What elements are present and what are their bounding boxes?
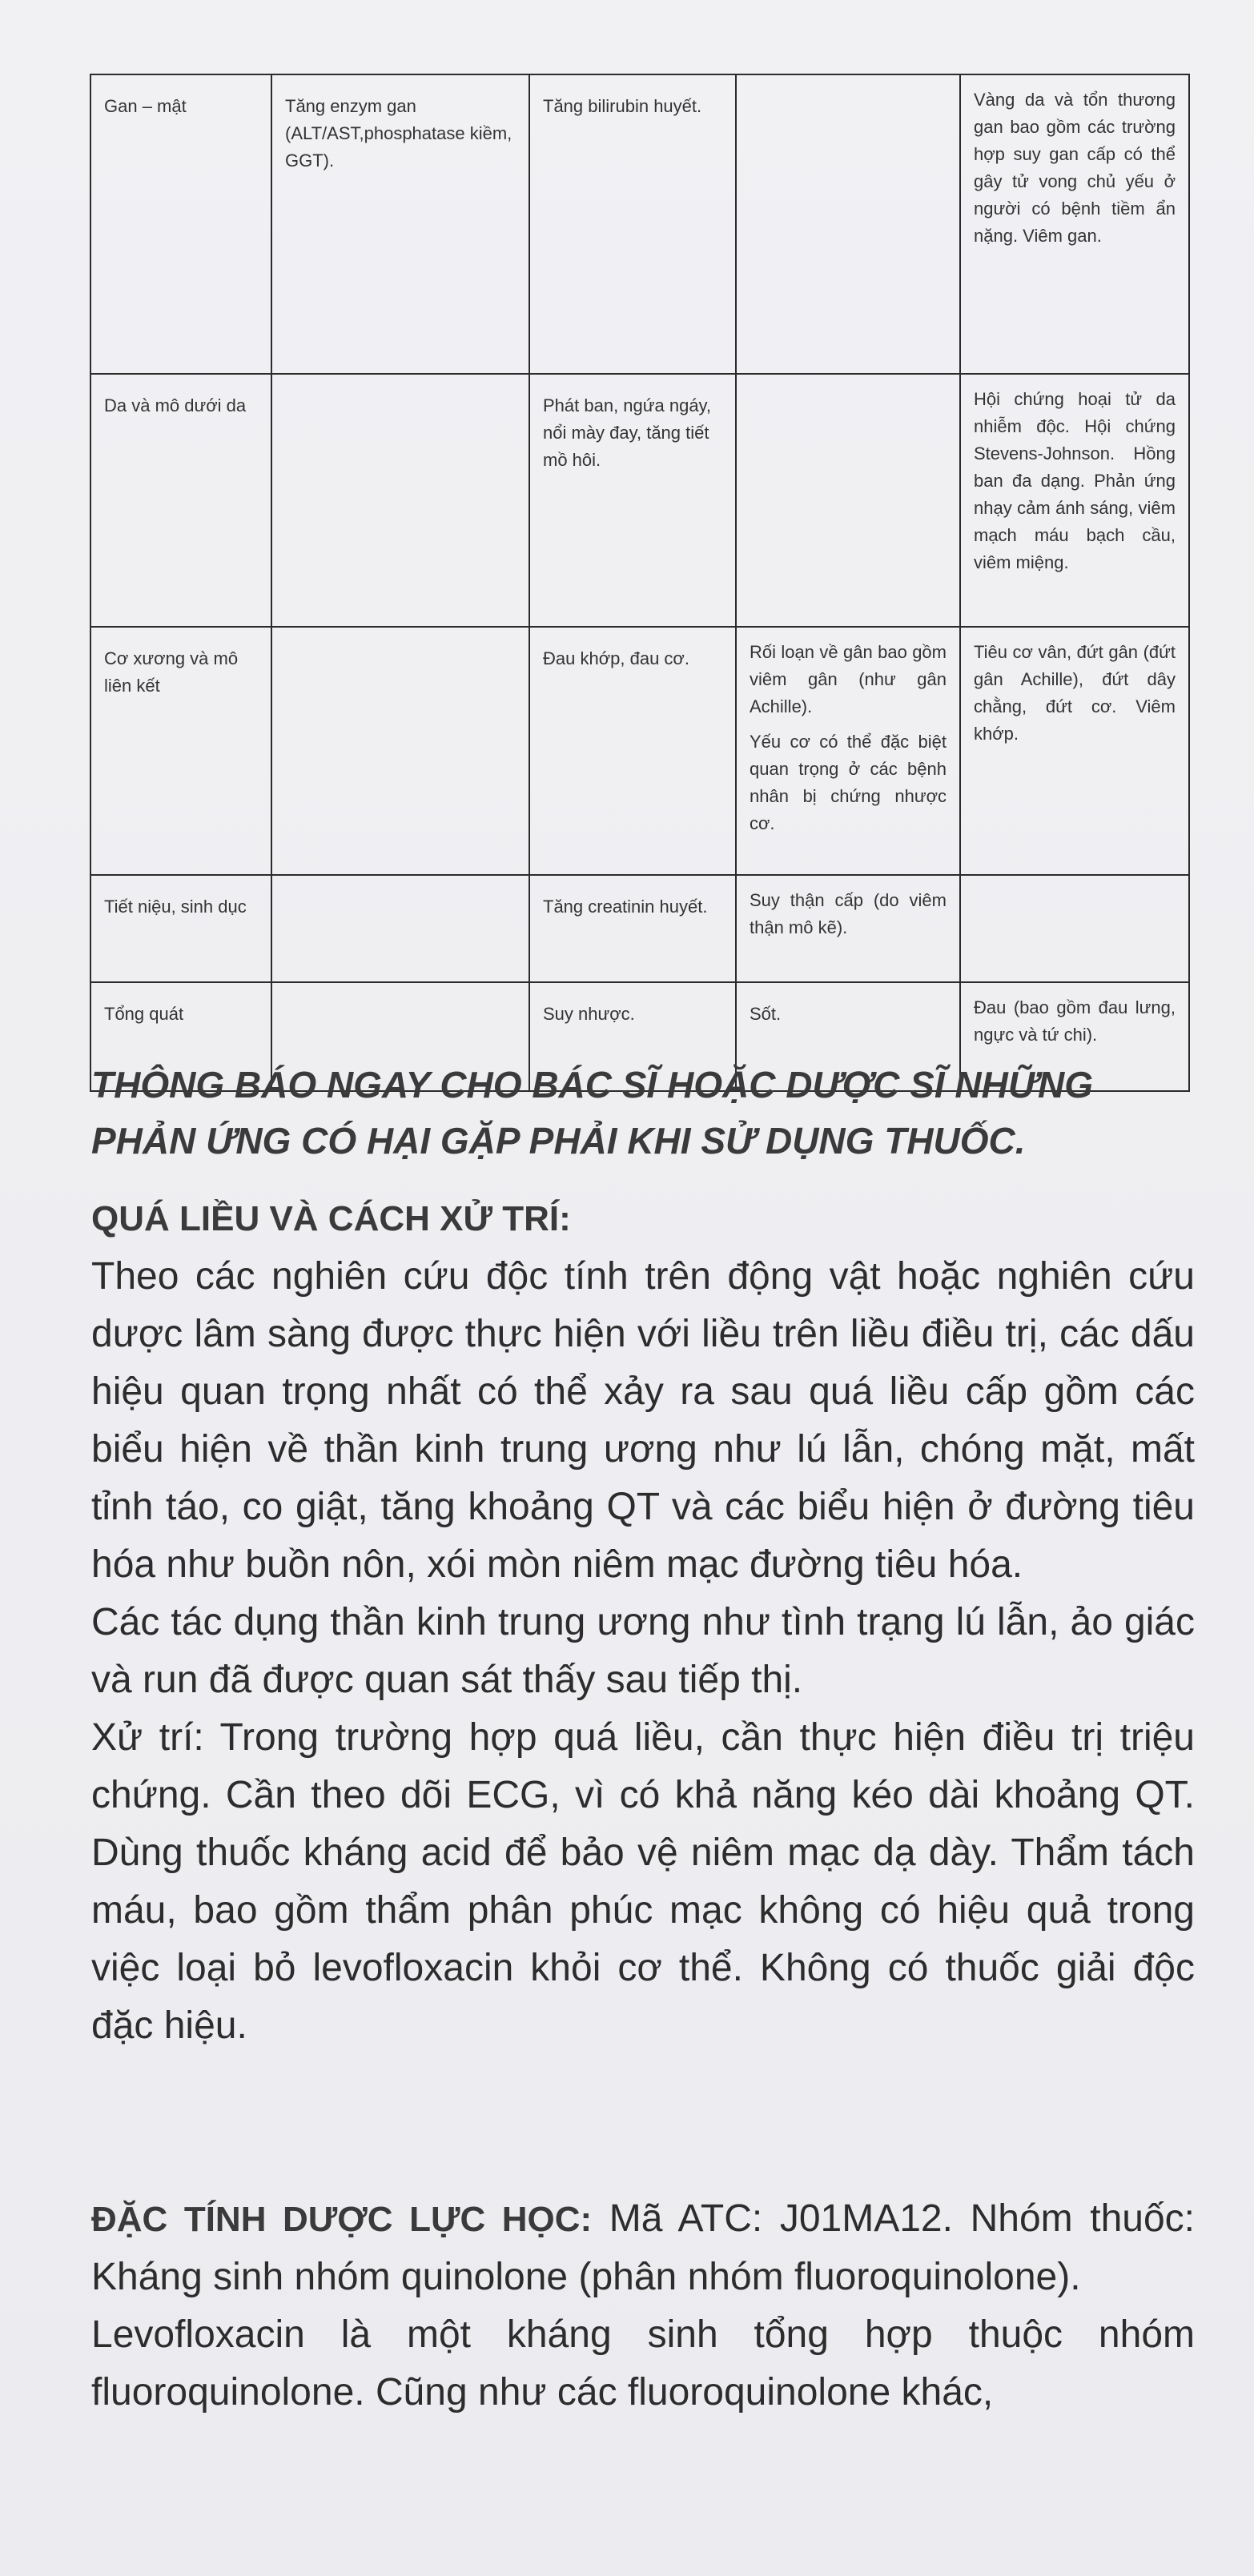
table-cell: Vàng da và tổn thương gan bao gồm các trường hợp suy gan cấp có thể gây tử vong chủ yếu ở người có bệnh tiềm ẩn nặng. Viêm gan. (960, 74, 1189, 374)
table-cell (271, 374, 529, 627)
table-cell-organ: Da và mô dưới da (90, 374, 271, 627)
table-cell (736, 627, 960, 875)
table-cell: Tăng bilirubin huyết. (529, 74, 736, 374)
section-heading: ĐẶC TÍNH DƯỢC LỰC HỌC: (91, 2200, 593, 2239)
table-cell (736, 74, 960, 374)
adverse-effects-table (90, 74, 1190, 1092)
table-row (90, 875, 1189, 982)
warning-notice: THÔNG BÁO NGAY CHO BÁC SĨ HOẶC DƯỢC SĨ NHỮNG PHẢN ỨNG CÓ HẠI GẶP PHẢI KHI SỬ DỤNG THUỐC. (91, 1064, 1094, 1162)
table-row (90, 627, 1189, 875)
table-cell: Đau (bao gồm đau lưng, ngực và tứ chi). (960, 982, 1189, 1091)
table-cell-organ: Tiết niệu, sinh dục (90, 875, 271, 982)
table-cell-paragraph: Yếu cơ có thể đặc biệt quan trọng ở các bệnh nhân bị chứng nhược cơ. (750, 732, 947, 833)
table-cell: Phát ban, ngứa ngáy, nổi mày đay, tăng tiết mồ hôi. (529, 374, 736, 627)
section-heading: QUÁ LIỀU VÀ CÁCH XỬ TRÍ: (91, 1199, 571, 1238)
paragraph: Xử trí: Trong trường hợp quá liều, cần thực hiện điều trị triệu chứng. Cần theo dõi ECG, vì có khả năng kéo dài khoảng QT. Dùng thuốc kháng acid để bảo vệ niêm mạc dạ dày. Thẩm tách máu, bao gồm thẩm phân phúc mạc không có hiệu quả trong việc loại bỏ levofloxacin khỏi cơ thể. Không có thuốc giải độc đặc hiệu. (91, 1716, 1195, 2047)
table-cell (271, 875, 529, 982)
table-cell: Tăng enzym gan (ALT/AST,phosphatase kiềm, GGT). (271, 74, 529, 374)
table-cell (960, 875, 1189, 982)
pharmacodynamics-section (91, 2190, 1195, 2422)
paragraph: Theo các nghiên cứu độc tính trên động vật hoặc nghiên cứu dược lâm sàng được thực hiện với liều trên liều điều trị, các dấu hiệu quan trọng nhất có thể xảy ra sau quá liều cấp gồm các biểu hiện về thần kinh trung ương như lú lẫn, chóng mặt, mất tỉnh táo, co giật, tăng khoảng QT và các biểu hiện ở đường tiêu hóa như buồn nôn, xói mòn niêm mạc đường tiêu hóa. (91, 1255, 1195, 1586)
table-cell-organ: Gan – mật (90, 74, 271, 374)
table-cell: Sốt. (736, 982, 960, 1091)
paragraph-text: Mã ATC: J01MA12. Nhóm thuốc: Kháng sinh nhóm quinolone (phân nhóm fluoroquinolone). (91, 2197, 1196, 2298)
table-cell: Tăng creatinin huyết. (529, 875, 736, 982)
table-cell (736, 374, 960, 627)
table-cell-paragraph: Rối loạn về gân bao gồm viêm gân (như gân Achille). (750, 642, 947, 716)
table-row (90, 74, 1189, 374)
overdose-section (91, 1190, 1195, 2055)
table-cell: Hội chứng hoại tử da nhiễm độc. Hội chứng Stevens-Johnson. Hồng ban đa dạng. Phản ứng nhạy cảm ánh sáng, viêm mạch máu bạch cầu, viêm miệng. (960, 374, 1189, 627)
table-cell-organ: Cơ xương và mô liên kết (90, 627, 271, 875)
table-row (90, 374, 1189, 627)
paragraph: Levofloxacin là một kháng sinh tổng hợp thuộc nhóm fluoroquinolone. Cũng như các fluoroquinolone khác, (91, 2313, 1195, 2413)
table-cell: Suy thận cấp (do viêm thận mô kẽ). (736, 875, 960, 982)
table-cell-organ: Tổng quát (90, 982, 271, 1091)
table-cell (271, 627, 529, 875)
table-cell: Đau khớp, đau cơ. (529, 627, 736, 875)
paragraph: Các tác dụng thần kinh trung ương như tình trạng lú lẫn, ảo giác và run đã được quan sát thấy sau tiếp thị. (91, 1601, 1195, 1701)
table-cell: Tiêu cơ vân, đứt gân (đứt gân Achille), đứt dây chằng, đứt cơ. Viêm khớp. (960, 627, 1189, 875)
table-cell: Suy nhược. (529, 982, 736, 1091)
